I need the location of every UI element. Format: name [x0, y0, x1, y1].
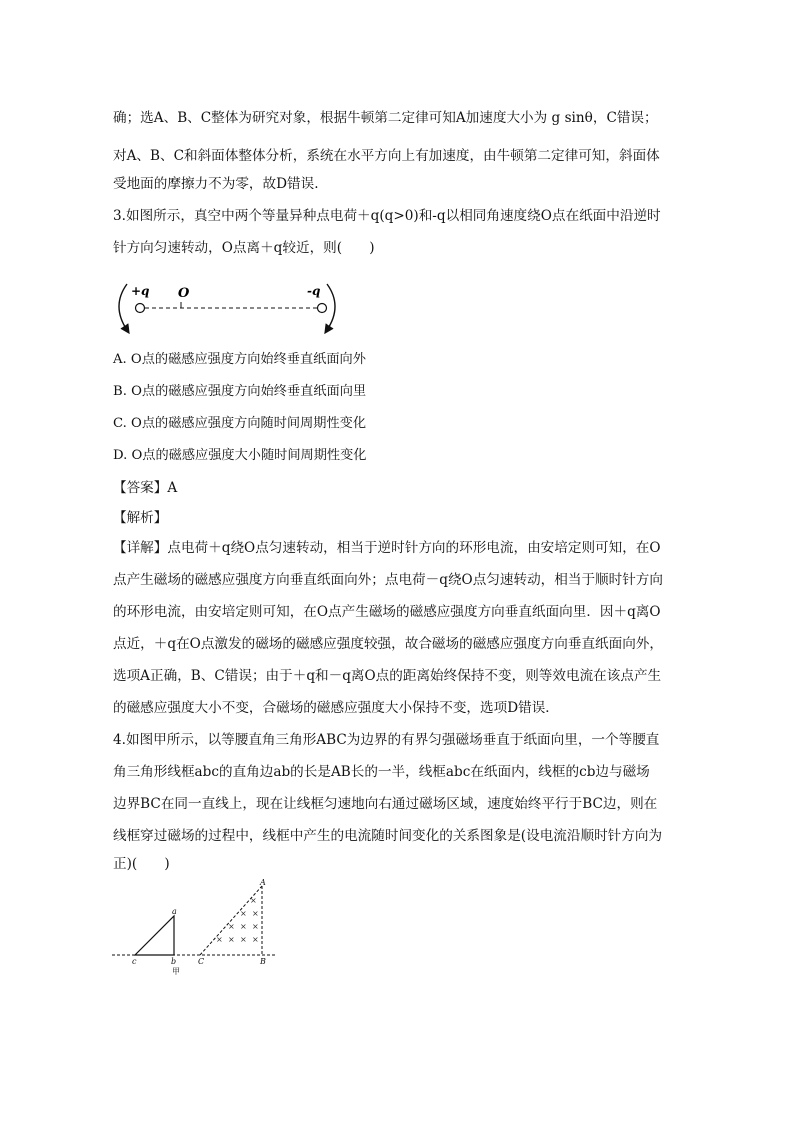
- field-mark: ×: [240, 935, 247, 944]
- figure-caption: 甲: [172, 967, 180, 976]
- q4-magnetic-field-figure: [110, 878, 280, 976]
- field-mark: ×: [216, 935, 223, 944]
- q3-answer: 【答案】A: [113, 480, 178, 496]
- label-C: C: [198, 957, 205, 966]
- q4-stem-line-1: 4.如图甲所示，以等腰直角三角形ABC为边界的有界匀强磁场垂直于纸面向里，一个等腰直: [113, 732, 660, 748]
- field-mark: ×: [240, 922, 247, 931]
- field-mark: ×: [252, 909, 259, 918]
- negative-charge: [318, 304, 327, 313]
- paragraph-line-2: 对A、B、C和斜面体整体分析，系统在水平方向上有加速度，由牛顿第二定律可知，斜面体: [113, 148, 660, 164]
- q4-stem-line-3: 边界BC在同一直线上，现在让线框匀速地向右通过磁场区域，速度始终平行于BC边，则在: [113, 796, 658, 812]
- positive-charge: [136, 304, 145, 313]
- label-c: c: [132, 957, 137, 966]
- wire-frame-abc: [135, 916, 174, 955]
- q4-stem-line-4: 线框穿过磁场的过程中，线框中产生的电流随时间变化的关系图象是(设电流沿顺时针方向为: [113, 828, 663, 844]
- center-label: O: [178, 286, 190, 301]
- field-mark: ×: [250, 896, 257, 905]
- label-A: A: [260, 878, 266, 887]
- left-charge-label: +q: [131, 284, 150, 298]
- q3-detail-line-2: 点产生磁场的磁感应强度方向垂直纸面向外；点电荷－q绕O点匀速转动，相当于顺时针方向: [113, 572, 663, 588]
- q3-analysis-label: 【解析】: [113, 510, 168, 526]
- field-mark: ×: [228, 922, 235, 931]
- q3-detail-line-5: 选项A正确，B、C错误；由于＋q和－q离O点的距离始终保持不变，则等效电流在该点产生: [113, 668, 662, 684]
- left-rotation-arrow: [119, 284, 127, 330]
- q3-charge-figure: [113, 278, 345, 336]
- paragraph-line-1: 确；选A、B、C整体为研究对象，根据牛顿第二定律可知A加速度大小为 g sinθ，C错误；: [113, 110, 658, 126]
- label-B: B: [260, 957, 266, 966]
- q3-option-c: C. O点的磁感应强度方向随时间周期性变化: [113, 416, 367, 431]
- label-b: b: [171, 957, 177, 966]
- q3-stem-line-1: 3.如图所示，真空中两个等量异种点电荷＋q(q>0)和-q以相同角速度绕O点在纸面中沿逆时: [113, 208, 661, 224]
- q3-detail-line-1: 【详解】点电荷＋q绕O点匀速转动，相当于逆时针方向的环形电流，由安培定则可知，在O: [113, 540, 661, 556]
- q3-detail-line-6: 的磁感应强度大小不变，合磁场的磁感应强度大小保持不变，选项D错误．: [113, 700, 559, 716]
- q3-detail-line-4: 点近，＋q在O点激发的磁场的磁感应强度较强，故合磁场的磁感应强度方向垂直纸面向外，: [113, 636, 663, 652]
- field-mark: ×: [252, 935, 259, 944]
- field-mark: ×: [240, 909, 247, 918]
- right-charge-label: -q: [307, 284, 321, 298]
- q3-detail-line-3: 的环形电流，由安培定则可知，在O点产生磁场的磁感应强度方向垂直纸面向里．因＋q离O: [113, 604, 661, 620]
- q4-stem-line-5: 正)( ): [113, 856, 170, 872]
- field-marks: [216, 896, 259, 944]
- q3-option-a: A. O点的磁感应强度方向始终垂直纸面向外: [113, 352, 366, 367]
- field-mark: ×: [228, 935, 235, 944]
- q3-option-d: D. O点的磁感应强度大小随时间周期性变化: [113, 448, 367, 463]
- paragraph-line-3: 受地面的摩擦力不为零，故D错误.: [113, 176, 319, 192]
- label-a: a: [172, 907, 177, 916]
- field-mark: ×: [252, 922, 259, 931]
- q4-stem-line-2: 角三角形线框abc的直角边ab的长是AB长的一半，线框abc在纸面内，线框的cb边与磁场: [113, 764, 650, 780]
- right-rotation-arrow: [327, 284, 335, 330]
- q3-stem-line-2: 针方向匀速转动，O点离＋q较近，则( ): [113, 240, 375, 256]
- q3-option-b: B. O点的磁感应强度方向始终垂直纸面向里: [113, 384, 367, 399]
